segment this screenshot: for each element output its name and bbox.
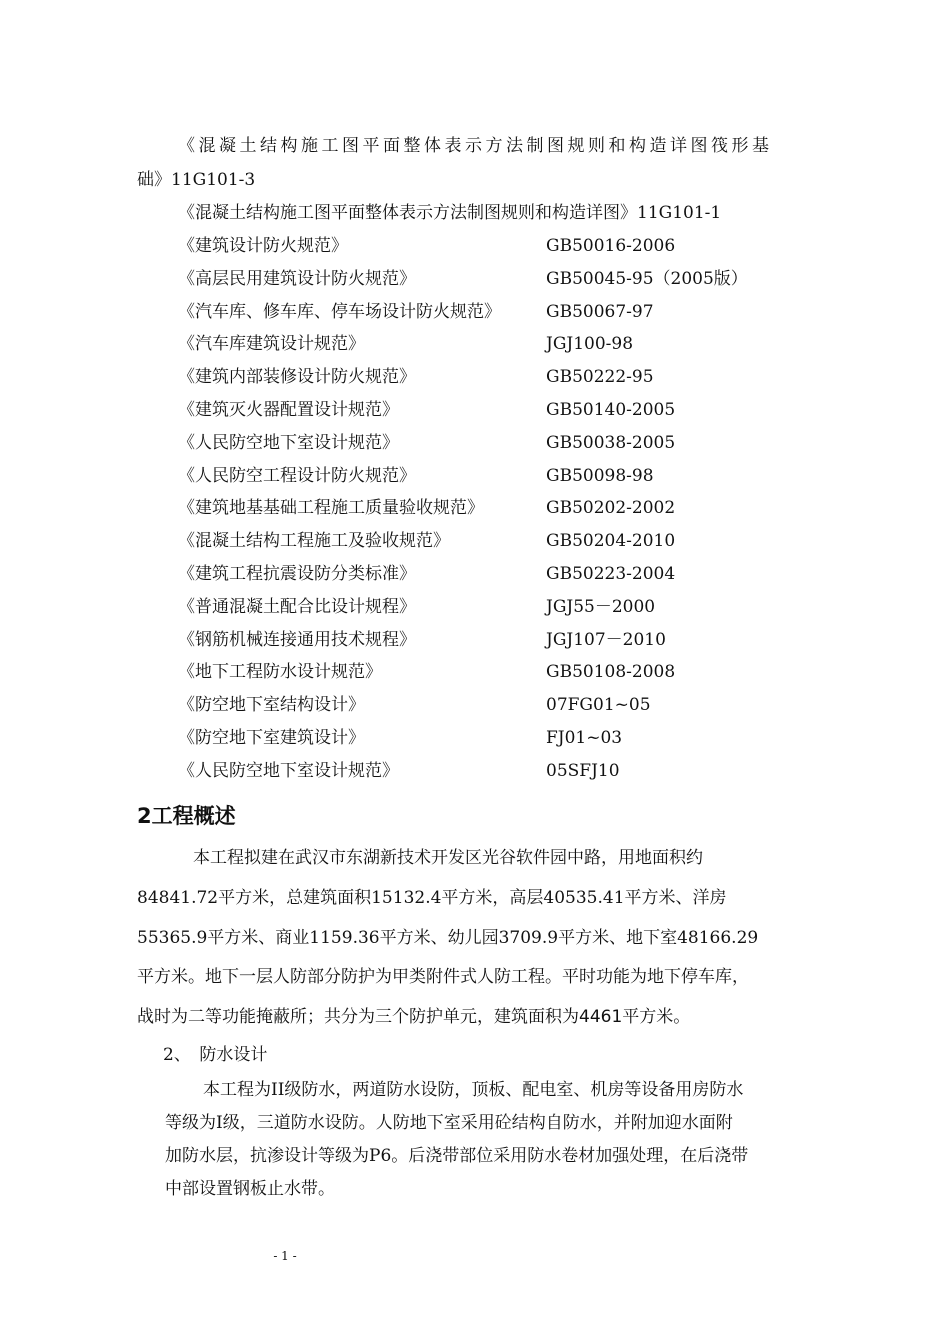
section-heading: 2工程概述 [137,804,236,828]
reference-intro-line-1: 《混凝土结构施工图平面整体表示方法制图规则和构造详图筏形基 [178,136,773,156]
subsection-heading: 2、 防水设计 [163,1045,268,1065]
standard-row [178,232,858,260]
standard-row [178,462,858,490]
standard-code: GB50223-2004 [546,564,676,584]
standard-code: GB50016-2006 [546,236,676,256]
standard-name: 《普通混凝土配合比设计规程》 [178,596,416,617]
standard-code: GB50067-97 [546,301,654,322]
paragraph-line: 84841.72平方米，总建筑面积15132.4平方米，高层40535.41平方米、洋房 [137,888,727,908]
standard-code: 05SFJ10 [546,760,620,781]
standard-name: 《建筑内部装修设计防火规范》 [178,367,416,388]
standard-code: 07FG01~05 [546,695,651,716]
standard-row [178,363,858,391]
standard-row [178,494,858,522]
standard-name: 《建筑设计防火规范》 [178,236,348,256]
paragraph-line: 55365.9平方米、商业1159.36平方米、幼儿园3709.9平方米、地下室48166.29 [137,928,759,948]
paragraph-line: 平方米。地下一层人防部分防护为甲类附件式人防工程。平时功能为地下停车库， [137,967,749,987]
standard-name: 《人民防空地下室设计规范》 [178,432,399,453]
standard-code: JGJ100-98 [546,334,634,355]
standard-code: GB50098-98 [546,465,654,486]
standard-row [178,330,858,358]
paragraph-last-line-text: 战时为二等功能掩蔽所；共分为三个防护单元，建筑面积为 [137,1007,579,1027]
standard-code: JGJ107－2010 [546,629,666,650]
standard-code: GB50045-95（2005版） [546,268,748,289]
standard-code: GB50140-2005 [546,400,676,420]
standard-row [178,626,858,654]
standard-name: 《地下工程防水设计规范》 [178,662,382,683]
shelter-area-value: 4461 [579,1007,623,1027]
standard-row [178,757,858,785]
waterproof-line: 等级为I级，三道防水设防。人防地下室采用砼结构自防水，并附加迎水面附 [165,1113,733,1133]
standard-name: 《汽车库建筑设计规范》 [178,334,365,355]
paragraph-last-line-unit: 平方米。 [622,1007,691,1027]
reference-intro-line-3: 《混凝土结构施工图平面整体表示方法制图规则和构造详图》11G101-1 [178,203,722,223]
standard-code: GB50038-2005 [546,432,676,453]
standard-code: FJ01~03 [546,728,623,748]
standard-row [178,527,858,555]
standard-name: 《汽车库、修车库、停车场设计防火规范》 [178,301,501,322]
standard-row [178,691,858,719]
standard-code: GB50204-2010 [546,531,676,552]
standard-name: 《人民防空工程设计防火规范》 [178,465,416,486]
waterproof-line: 本工程为II级防水，两道防水设防，顶板、配电室、机房等设备用房防水 [203,1080,744,1100]
standard-row [178,560,858,588]
standard-row [178,429,858,457]
standard-code: JGJ55－2000 [546,596,656,617]
page-number: - 1 - [273,1249,297,1263]
standard-name: 《高层民用建筑设计防火规范》 [178,268,416,289]
standard-row [178,724,858,752]
standard-name: 《防空地下室结构设计》 [178,695,365,716]
standard-code: GB50222-95 [546,367,654,388]
standard-row [178,396,858,424]
standard-name: 《防空地下室建筑设计》 [178,728,365,748]
paragraph-last-line [137,1002,690,1032]
standard-row [178,265,858,293]
standard-row [178,658,858,686]
standard-code: GB50108-2008 [546,662,676,683]
reference-intro-line-2: 础》11G101-3 [137,170,256,190]
standard-code: GB50202-2002 [546,498,676,519]
standard-name: 《建筑工程抗震设防分类标准》 [178,564,416,584]
standard-name: 《建筑灭火器配置设计规范》 [178,400,399,420]
standard-row [178,298,858,326]
standard-name: 《人民防空地下室设计规范》 [178,760,399,781]
standard-name: 《建筑地基基础工程施工质量验收规范》 [178,498,484,519]
paragraph-line: 本工程拟建在武汉市东湖新技术开发区光谷软件园中路，用地面积约 [193,848,703,868]
standard-name: 《混凝土结构工程施工及验收规范》 [178,531,450,552]
waterproof-line: 中部设置钢板止水带。 [165,1179,335,1199]
standard-name: 《钢筋机械连接通用技术规程》 [178,629,416,650]
waterproof-line: 加防水层，抗渗设计等级为P6。后浇带部位采用防水卷材加强处理，在后浇带 [165,1146,749,1166]
standard-row [178,593,858,621]
